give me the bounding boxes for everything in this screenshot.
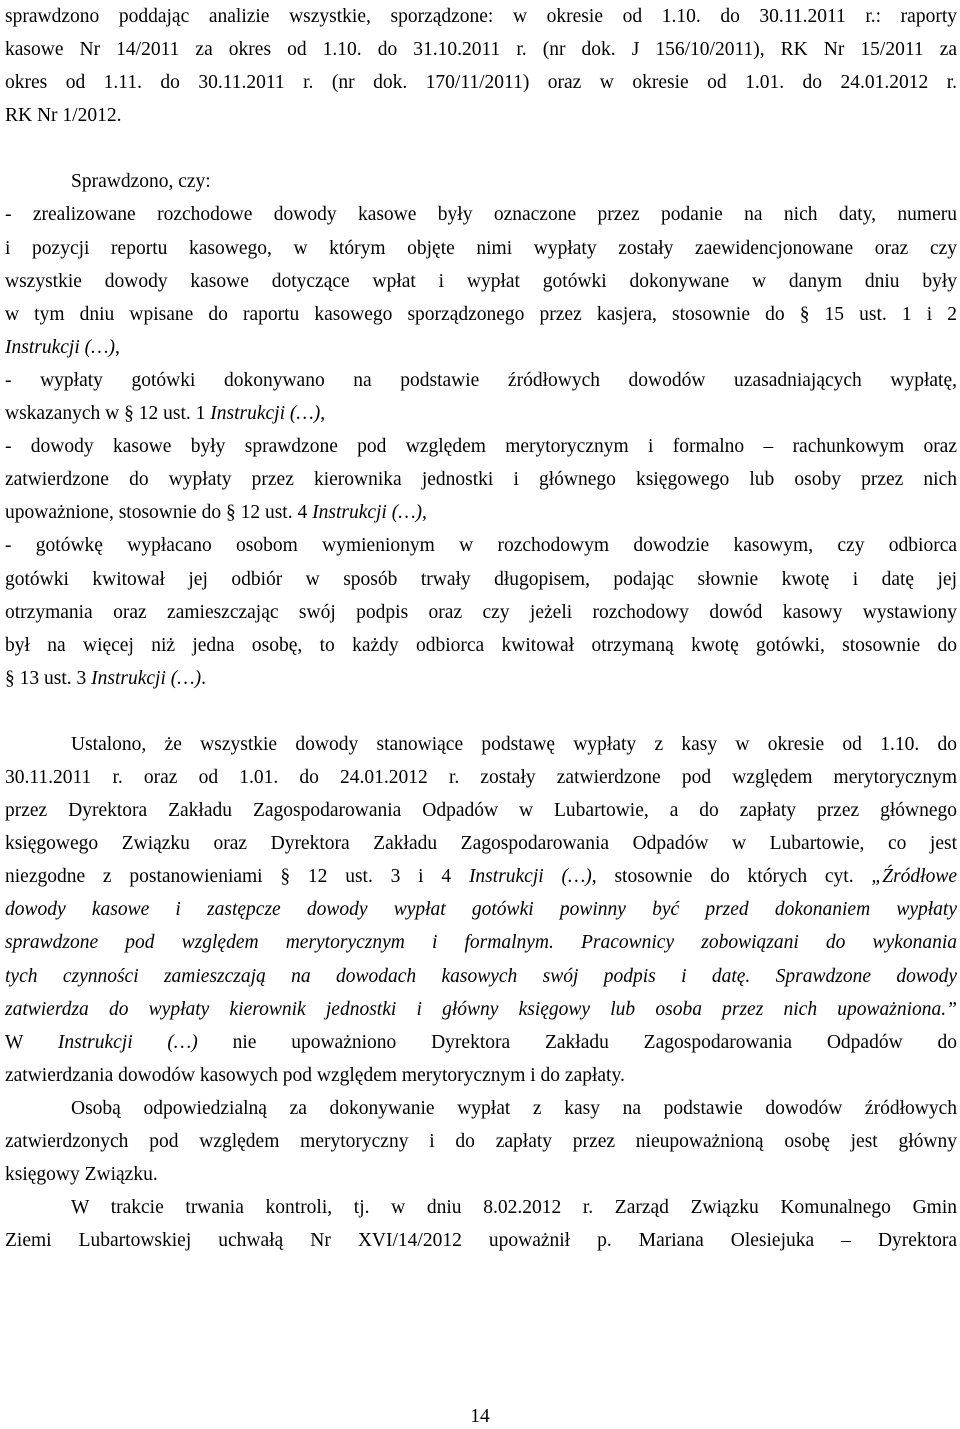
text-line bbox=[5, 364, 957, 397]
check-item bbox=[5, 430, 957, 529]
text-run: przez Dyrektora Zakładu Zagospodarowania Odpadów w Lubartowie, a do zapłaty przez głównego bbox=[5, 800, 957, 822]
responsible-paragraph bbox=[5, 1092, 957, 1191]
text-run: W bbox=[5, 1031, 58, 1053]
text-line bbox=[5, 761, 957, 794]
text-line bbox=[5, 232, 957, 265]
text-line bbox=[5, 563, 957, 596]
text-run: księgowego Związku oraz Dyrektora Zakładu Zagospodarowania Odpadów w Lubartowie, co jest bbox=[5, 833, 957, 855]
text-line bbox=[5, 1125, 957, 1158]
text-run: upoważnione, stosownie do § 12 ust. 4 bbox=[5, 502, 313, 524]
text-run: i pozycji reportu kasowego, w którym objęte nimi wypłaty zostały zaewidencjonowane oraz czy bbox=[5, 237, 957, 259]
text-line bbox=[5, 331, 957, 364]
italic-reference: Instrukcji (…) bbox=[5, 336, 115, 358]
text-run: , bbox=[422, 502, 427, 524]
text-line bbox=[5, 860, 957, 893]
text-line bbox=[5, 397, 957, 430]
italic-reference: Instrukcji (…) bbox=[91, 667, 202, 689]
text-line bbox=[5, 1059, 957, 1092]
page-number: 14 bbox=[470, 1406, 490, 1427]
text-run: zatwierdzone do wypłaty przez kierownika jednostki i głównego księgowego lub osoby przez nich bbox=[5, 469, 957, 491]
text-line bbox=[5, 893, 957, 926]
text-line bbox=[5, 298, 957, 331]
text-run: , bbox=[320, 403, 326, 425]
text-run: księgowy Związku. bbox=[5, 1164, 158, 1186]
italic-text: Instrukcji (…) bbox=[57, 1031, 198, 1053]
text-line bbox=[5, 198, 957, 231]
text-line bbox=[5, 596, 957, 629]
text-run: - gotówkę wypłacano osobom wymienionym w rozchodowym dowodzie kasowym, czy odbiorca bbox=[5, 535, 957, 557]
text-line: okres od 1.11. do 30.11.2011 r. (nr dok. 170/11/2011) oraz w okresie od 1.01. do 24.01.2012 r. bbox=[5, 72, 957, 94]
text-run: . bbox=[201, 667, 206, 689]
text-line bbox=[5, 1026, 957, 1059]
text-line bbox=[5, 1224, 957, 1257]
italic-text: zatwierdza do wypłaty kierownik jednostki i główny księgowy lub osoba przez nich upoważniona.” bbox=[5, 998, 957, 1020]
italic-text: tych czynności zamieszczają na dowodach kasowych swój podpis i datę. Sprawdzone dowody bbox=[5, 965, 957, 987]
checks-heading: Sprawdzono, czy: bbox=[71, 171, 211, 193]
text-line bbox=[5, 265, 957, 298]
text-line bbox=[5, 496, 957, 529]
text-line: RK Nr 1/2012. bbox=[5, 105, 122, 127]
text-run: niezgodne z postanowieniami § 12 ust. 3 i 4 bbox=[5, 866, 469, 888]
text-run: gotówki kwitował jej odbiór w sposób trwały długopisem, podając słownie kwotę i datę jej bbox=[5, 568, 957, 590]
italic-reference: Instrukcji (…) bbox=[210, 403, 321, 425]
text-run: otrzymania oraz zamieszczając swój podpis oraz czy jeżeli rozchodowy dowód kasowy wystawiony bbox=[5, 601, 957, 623]
text-run: w tym dniu wpisane do raportu kasowego sporządzonego przez kasjera, stosownie do § 15 ust. 1 i 2 bbox=[5, 303, 957, 325]
text-line bbox=[5, 794, 957, 827]
text-run: wszystkie dowody kasowe dotyczące wpłat i wypłat gotówki dokonywane w danym dniu były bbox=[5, 270, 957, 292]
italic-text: „Źródłowe bbox=[871, 866, 958, 888]
paragraph-gap bbox=[5, 695, 957, 728]
text-run: nie upoważniono Dyrektora Zakładu Zagospodarowania Odpadów do bbox=[197, 1031, 957, 1053]
italic-reference: Instrukcji (…) bbox=[312, 502, 423, 524]
text-line bbox=[5, 993, 957, 1026]
italic-text: dowody kasowe i zastępcze dowody wypłat gotówki powinny być przed dokonaniem wypłaty bbox=[5, 899, 957, 921]
findings-paragraph bbox=[5, 728, 957, 1092]
italic-text: sprawdzone pod względem merytorycznym i formalnym. Pracownicy zobowiązani do wykonania bbox=[5, 932, 957, 954]
paragraph-gap bbox=[5, 132, 957, 165]
text-run: zatwierdzania dowodów kasowych pod względem merytorycznym i do zapłaty. bbox=[5, 1064, 625, 1086]
text-run: zatwierdzonych pod względem merytoryczny i do zapłaty przez nieupoważnioną osobę jest główny bbox=[5, 1131, 957, 1152]
text-line bbox=[5, 463, 957, 496]
text-line bbox=[5, 430, 957, 463]
checks-list bbox=[5, 198, 957, 694]
text-line bbox=[5, 1092, 957, 1125]
check-item bbox=[5, 529, 957, 694]
text-line bbox=[5, 629, 957, 662]
text-run: Ustalono, że wszystkie dowody stanowiące podstawę wypłaty z kasy w okresie od 1.10. do bbox=[71, 733, 957, 755]
text-run: był na więcej niż jedna osobę, to każdy odbiorca kwitował otrzymaną kwotę gotówki, stosownie do bbox=[5, 634, 957, 656]
text-run: , bbox=[114, 336, 120, 358]
intro-paragraph bbox=[5, 0, 957, 132]
text-run: - wypłaty gotówki dokonywano na podstawie źródłowych dowodów uzasadniających wypłatę, bbox=[5, 369, 957, 391]
control-paragraph bbox=[5, 1191, 957, 1257]
text-line bbox=[5, 728, 957, 761]
text-run: - zrealizowane rozchodowe dowody kasowe były oznaczone przez podanie na nich daty, numeru bbox=[5, 204, 957, 226]
text-run: W trakcie trwania kontroli, tj. w dniu 8.02.2012 r. Zarząd Związku Komunalnego Gmin bbox=[71, 1197, 957, 1219]
text-run: Osobą odpowiedzialną za dokonywanie wypłat z kasy na podstawie dowodów źródłowych bbox=[71, 1097, 957, 1119]
check-item bbox=[5, 198, 957, 363]
text-line bbox=[5, 926, 957, 959]
text-line bbox=[5, 960, 957, 993]
text-line: kasowe Nr 14/2011 za okres od 1.10. do 31.10.2011 r. (nr dok. J 156/10/2011), RK Nr 15/2011 za bbox=[5, 39, 957, 61]
text-line bbox=[5, 827, 957, 860]
text-line bbox=[5, 662, 957, 695]
text-run: , stosownie do których cyt. bbox=[591, 866, 872, 888]
text-line bbox=[5, 1158, 957, 1191]
text-run: wskazanych w § 12 ust. 1 bbox=[5, 403, 211, 425]
document-page bbox=[5, 0, 957, 1257]
text-run: - dowody kasowe były sprawdzone pod względem merytorycznym i formalno – rachunkowym oraz bbox=[5, 436, 957, 458]
text-line: sprawdzono poddając analizie wszystkie, sporządzone: w okresie od 1.10. do 30.11.2011 r.: raporty bbox=[5, 6, 957, 27]
check-item bbox=[5, 364, 957, 430]
text-run: § 13 ust. 3 bbox=[5, 667, 92, 689]
text-run: Ziemi Lubartowskiej uchwałą Nr XVI/14/2012 upoważnił p. Mariana Olesiejuka – Dyrektora bbox=[5, 1230, 957, 1252]
text-line bbox=[5, 529, 957, 562]
italic-text: Instrukcji (…) bbox=[468, 866, 592, 888]
text-line bbox=[5, 1191, 957, 1224]
text-run: 30.11.2011 r. oraz od 1.01. do 24.01.2012 r. zostały zatwierdzone pod względem merytorycznym bbox=[5, 766, 957, 788]
